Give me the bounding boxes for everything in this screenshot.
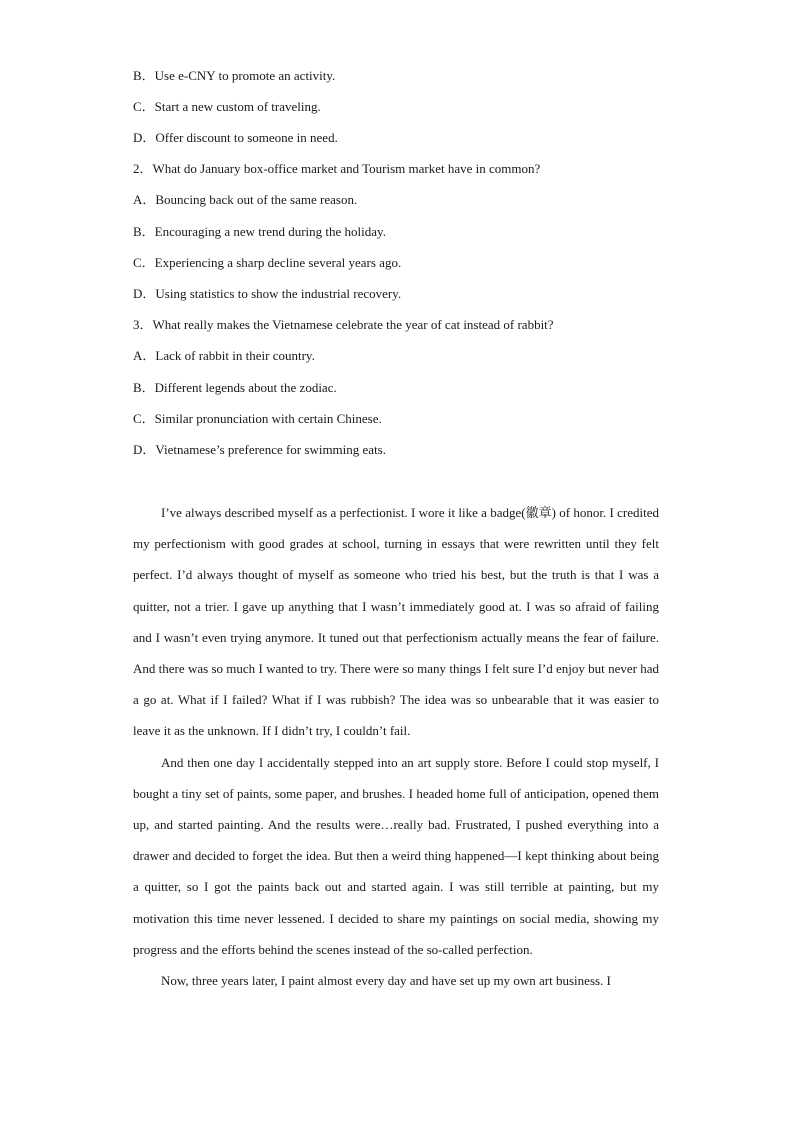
q3-option-c: C．Similar pronunciation with certain Chinese. <box>133 411 382 426</box>
q2-option-d: D．Using statistics to show the industrial recovery. <box>133 286 402 301</box>
q2-option-b: B．Encouraging a new trend during the holiday. <box>133 224 386 239</box>
reading-passage <box>133 497 659 996</box>
question-2-stem: 2．What do January box-office market and Tourism market have in common? <box>133 161 541 176</box>
q3-option-a: A．Lack of rabbit in their country. <box>133 348 315 363</box>
passage-paragraph-2: And then one day I accidentally stepped into an art supply store. Before I could stop myself, I bought a tiny set of paints, some paper, and brushes. I headed home full of anticipation, opened them up, and started painting. And the results were…really bad. Frustrated, I pushed everything into a drawer and decided to forget the idea. But then a weird thing happened—I kept thinking about being a quitter, so I got the paints back out and started again. I was still terrible at painting, but my motivation this time never lessened. I decided to share my paintings on social media, showing my progress and the efforts behind the scenes instead of the so-called perfection. <box>133 754 659 957</box>
passage-paragraph-1: I’ve always described myself as a perfectionist. I wore it like a badge(徽章) of honor. I credited my perfectionism with good grades at school, turning in essays that were rewritten until they felt perfect. I’d always thought of myself as someone who tried his best, but the truth is that I was a quitter, not a trier. I gave up anything that I wasn’t immediately good at. I was so afraid of failing and I wasn’t even trying anymore. It tuned out that perfectionism actually means the fear of failure. And there was so much I wanted to try. There were so many things I felt sure I’d enjoy but never had a go at. What if I failed? What if I was rubbish? The idea was so unbearable that it was easier to leave it as the unknown. If I didn’t try, I couldn’t fail. <box>133 505 659 739</box>
q3-option-b: B．Different legends about the zodiac. <box>133 380 337 395</box>
q3-option-d: D．Vietnamese’s preference for swimming eats. <box>133 442 386 457</box>
q2-option-c: C．Experiencing a sharp decline several years ago. <box>133 255 402 270</box>
q1-option-c: C．Start a new custom of traveling. <box>133 99 321 114</box>
passage-paragraph-3: Now, three years later, I paint almost every day and have set up my own art business. I <box>161 973 611 989</box>
q1-option-d: D．Offer discount to someone in need. <box>133 130 338 145</box>
q2-option-a: A．Bouncing back out of the same reason. <box>133 192 358 207</box>
q1-option-b: B．Use e-CNY to promote an activity. <box>133 68 336 83</box>
question-3-stem: 3．What really makes the Vietnamese celebrate the year of cat instead of rabbit? <box>133 317 554 332</box>
